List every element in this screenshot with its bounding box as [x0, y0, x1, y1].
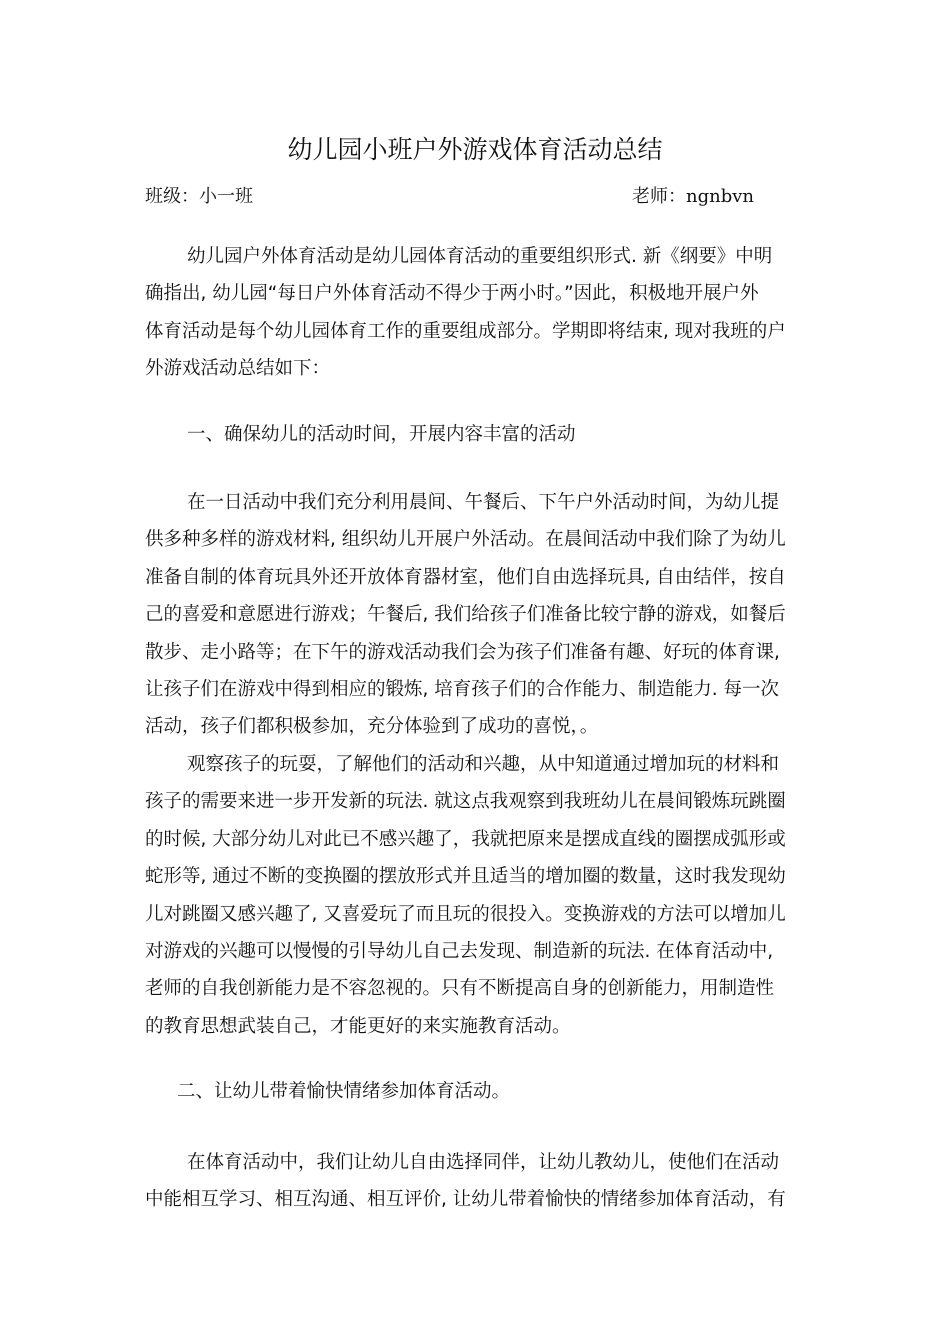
paragraph-line: 对游戏的兴趣可以慢慢的引导幼儿自己去发现、制造新的玩法. 在体育活动中, [145, 940, 774, 962]
teacher-label: 老师：ngnbvn [632, 186, 754, 207]
paragraph-line: 蛇形等, 通过不断的变换圈的摆放形式并且适当的增加圈的数量，这时我发现幼 [145, 866, 786, 888]
section-heading: 二、让幼儿带着愉快情绪参加体育活动。 [177, 1081, 511, 1102]
section1-paragraph-1 [145, 484, 810, 746]
paragraph-line: 幼儿园户外体育活动是幼儿园体育活动的重要组织形式. 新《纲要》中明 [187, 246, 773, 267]
class-label: 班级：小一班 [145, 186, 253, 207]
paragraph-line: 确指出, 幼儿园“每日户外体育活动不得少于两小时。”因此，积极地开展户外 [145, 283, 759, 305]
paragraph-line: 在一日活动中我们充分利用晨间、午餐后、下午户外活动时间，为幼儿提 [187, 492, 780, 513]
paragraph-line: 己的喜爱和意愿进行游戏；午餐后, 我们给孩子们准备比较宁静的游戏，如餐后 [145, 604, 786, 626]
paragraph-line: 的教育思想武装自己，才能更好的来实施教育活动。 [145, 1015, 571, 1037]
paragraph-line: 孩子的需要来进一步开发新的玩法. 就这点我观察到我班幼儿在晨间锻炼玩跳圈 [145, 791, 786, 813]
paragraph-line: 儿对跳圈又感兴趣了, 又喜爱玩了而且玩的很投入。变换游戏的方法可以增加儿 [145, 903, 786, 925]
section-heading: 一、确保幼儿的活动时间，开展内容丰富的活动 [187, 424, 576, 445]
document-title: 幼儿园小班户外游戏体育活动总结 [287, 135, 663, 164]
paragraph-line: 供多种多样的游戏材料, 组织幼儿开展户外活动。在晨间活动中我们除了为幼儿 [145, 529, 786, 551]
paragraph-line: 观察孩子的玩耍，了解他们的活动和兴趣，从中知道通过增加玩的材料和 [187, 754, 780, 775]
section2-paragraph-1 [145, 1144, 810, 1219]
paragraph-line: 在体育活动中，我们让幼儿自由选择同伴，让幼儿教幼儿，使他们在活动 [187, 1152, 780, 1173]
paragraph-line: 让孩子们在游戏中得到相应的锻炼, 培育孩子们的合作能力、制造能力. 每一次 [145, 678, 780, 700]
paragraph-line: 准备自制的体育玩具外还开放体育器材室，他们自由选择玩具, 自由结伴，按自 [145, 566, 786, 588]
paragraph-line: 中能相互学习、相互沟通、相互评价, 让幼儿带着愉快的情绪参加体育活动，有 [145, 1189, 786, 1211]
paragraph-line: 体育活动是每个幼儿园体育工作的重要组成部分。学期即将结束, 现对我班的户 [145, 320, 786, 342]
paragraph-line: 的时候, 大部分幼儿对此已不感兴趣了，我就把原来是摆成直线的圈摆成弧形或 [145, 828, 786, 850]
paragraph-line: 老师的自我创新能力是不容忽视的。只有不断提高自身的创新能力，用制造性 [145, 978, 775, 1000]
intro-paragraph [145, 238, 810, 388]
paragraph-line: 活动，孩子们都积极参加，充分体验到了成功的喜悦，。 [145, 716, 599, 738]
section1-paragraph-2 [145, 746, 810, 1045]
paragraph-line: 散步、走小路等；在下午的游戏活动我们会为孩子们准备有趣、好玩的体育课, [145, 641, 780, 663]
paragraph-line: 外游戏活动总结如下： [145, 358, 331, 380]
